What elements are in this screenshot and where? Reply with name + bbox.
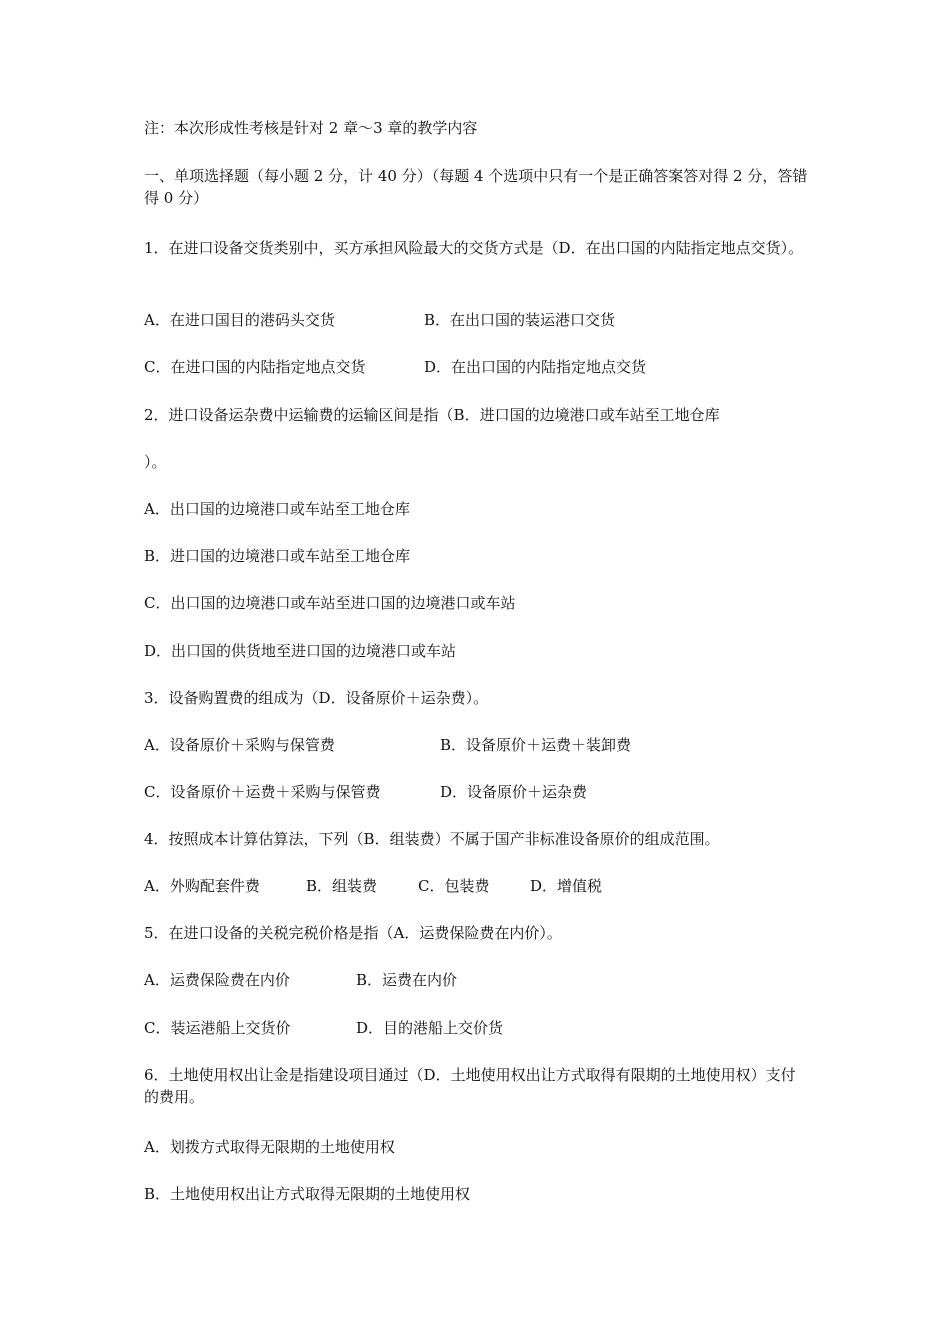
option-b: B．设备原价＋运费＋装卸费: [440, 736, 632, 754]
question-3-stem: 3．设备购置费的组成为（D．设备原价＋运杂费）。: [144, 689, 489, 707]
option-c: C．设备原价＋运费＋采购与保管费: [144, 783, 381, 801]
option-b: B．组装费: [306, 877, 378, 895]
note-line: 注：本次形成性考核是针对 2 章～3 章的教学内容: [144, 119, 478, 137]
option-b: B．在出口国的装运港口交货: [424, 311, 616, 329]
question-1-stem: 1．在进口设备交货类别中，买方承担风险最大的交货方式是（D．在出口国的内陆指定地点交货）。: [144, 239, 804, 257]
question-5-options-row-1: [144, 969, 809, 991]
question-6-option-a: A．划拨方式取得无限期的土地使用权: [144, 1138, 395, 1156]
question-5-stem: 5．在进口设备的关税完税价格是指（A．运费保险费在内价）。: [144, 924, 562, 942]
question-3-options-row-1: [144, 734, 809, 756]
question-1-options-row-2: [144, 356, 809, 378]
question-5-options-row-2: [144, 1017, 809, 1039]
option-d: D．在出口国的内陆指定地点交货: [424, 358, 647, 376]
option-c: C．装运港船上交货价: [144, 1019, 291, 1037]
option-d: D．增值税: [530, 877, 603, 895]
option-a: A．设备原价＋采购与保管费: [144, 736, 335, 754]
question-1-options-row-1: [144, 309, 809, 331]
question-6-option-b: B．土地使用权出让方式取得无限期的土地使用权: [144, 1185, 471, 1203]
option-a: A．外购配套件费: [144, 877, 260, 895]
option-c: C．在进口国的内陆指定地点交货: [144, 358, 366, 376]
question-4-stem: 4．按照成本计算估算法，下列（B．组装费）不属于国产非标准设备原价的组成范围。: [144, 830, 720, 848]
option-d: D．目的港船上交价货: [356, 1019, 504, 1037]
section-header: 一、单项选择题（每小题 2 分，计 40 分）（每题 4 个选项中只有一个是正确答案答对得 2 分，答错得 0 分）: [144, 167, 808, 207]
question-2-stem: 2．进口设备运杂费中运输费的运输区间是指（B．进口国的边境港口或车站至工地仓库: [144, 406, 720, 424]
question-4-options-row: [144, 875, 809, 897]
option-d: D．设备原价＋运杂费: [440, 783, 588, 801]
question-2-stem-tail: ）。: [144, 453, 167, 471]
option-a: A．运费保险费在内价: [144, 971, 290, 989]
option-a: A．在进口国目的港码头交货: [144, 311, 335, 329]
question-6-stem: 6．土地使用权出让金是指建设项目通过（D．土地使用权出让方式取得有限期的土地使用权）支付的费用。: [144, 1066, 796, 1106]
option-c: C．包装费: [418, 877, 490, 895]
question-2-option-a: A．出口国的边境港口或车站至工地仓库: [144, 500, 410, 518]
question-2-option-d: D．出口国的供货地至进口国的边境港口或车站: [144, 642, 457, 660]
option-b: B．运费在内价: [356, 971, 458, 989]
question-2-option-b: B．进口国的边境港口或车站至工地仓库: [144, 547, 411, 565]
question-2-option-c: C．出口国的边境港口或车站至进口国的边境港口或车站: [144, 594, 516, 612]
question-3-options-row-2: [144, 781, 809, 803]
